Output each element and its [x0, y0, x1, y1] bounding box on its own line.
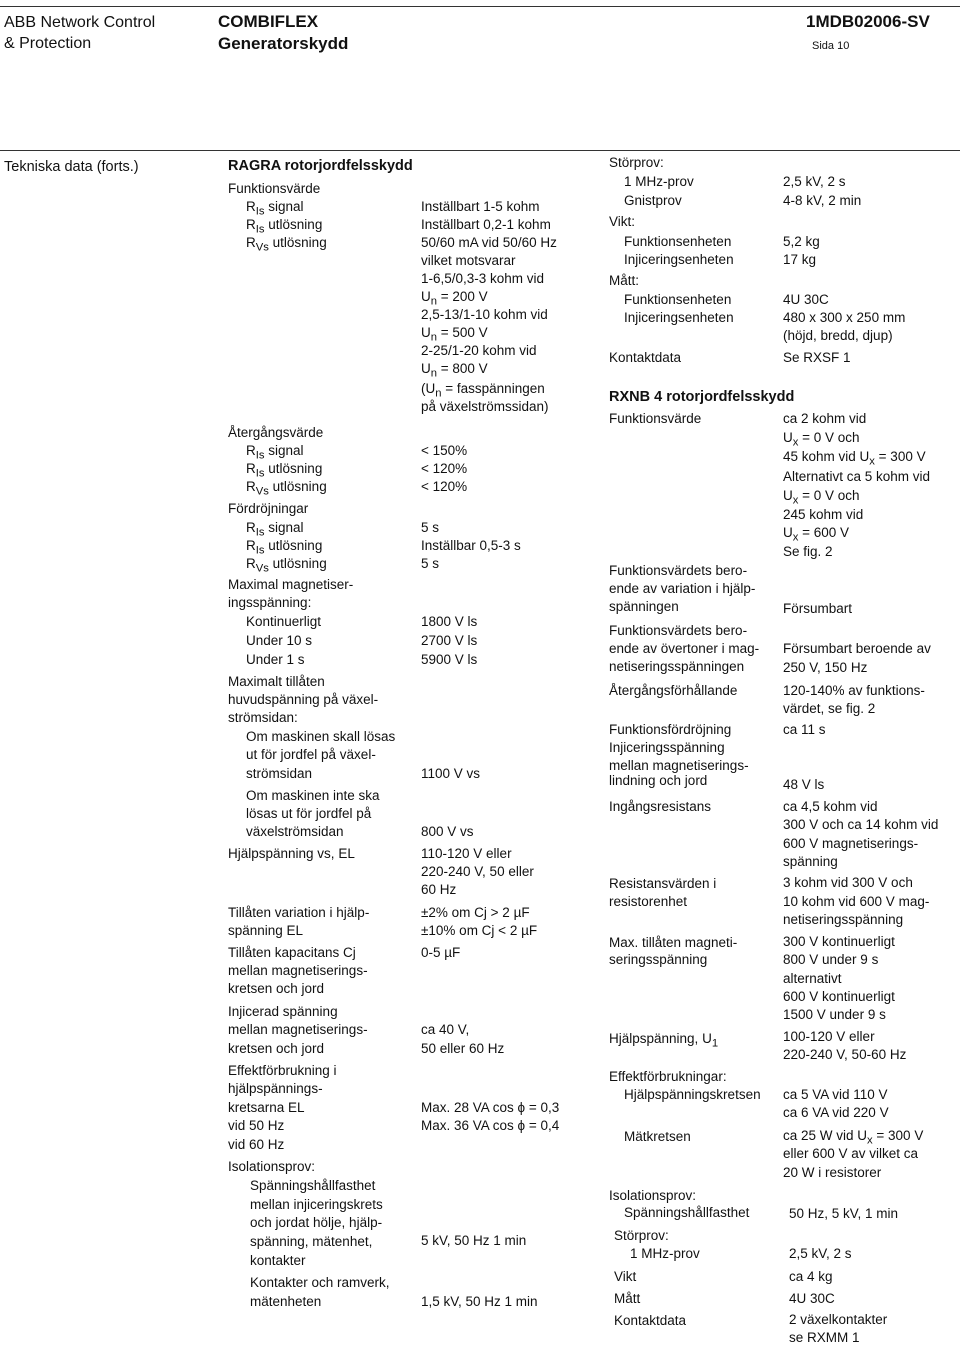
- r-letter: R: [246, 443, 256, 458]
- value-eff-50: Max. 28 VA cos ϕ = 0,3: [421, 1100, 560, 1115]
- maxmag-r-line1: Max. tillåten magneti-: [609, 935, 738, 950]
- mk1a: ca 25 W vid U: [783, 1128, 868, 1143]
- value-un-800: $U_n = 800$ V: [421, 361, 488, 380]
- tillaten-kap-line3: kretsen och jord: [228, 981, 325, 996]
- r-funk-matt-label: Funktionsenheten: [624, 292, 732, 307]
- ux-u: U: [783, 525, 793, 540]
- ux-u: U: [783, 430, 793, 445]
- sub-is: Is: [255, 223, 265, 236]
- ris-utlosning-text: utlösning: [268, 217, 323, 232]
- rxnb-mhz-label: 1 MHz-prov: [630, 1246, 700, 1261]
- value-hjalp-line3: 60 Hz: [421, 882, 457, 897]
- r-inj-matt-value1: 480 x 300 x 250 mm: [783, 310, 906, 325]
- r-funk-vikt-value: 5,2 kg: [783, 234, 820, 249]
- sub-n: n: [430, 331, 438, 344]
- value-eff-60: Max. 36 VA cos ϕ = 0,4: [421, 1118, 560, 1133]
- ingang-value4: spänning: [783, 854, 838, 869]
- hjalp-sub: 1: [711, 1037, 719, 1050]
- value-rvs-line10: på växelströmssidan): [421, 399, 549, 414]
- ingang-value2: 300 V och ca 14 kohm vid: [783, 817, 939, 832]
- aterg-value2: värdet, se fig. 2: [783, 701, 876, 716]
- injsp-line1: Injiceringsspänning: [609, 740, 725, 755]
- value-inj-line2: 50 eller 60 Hz: [421, 1041, 505, 1056]
- ragra-title: [228, 157, 413, 175]
- hjalpkrets-label: Hjälpspänningskretsen: [624, 1087, 761, 1102]
- page-number: Sida 10: [812, 40, 850, 52]
- r-funk-matt-value: 4U 30C: [783, 292, 829, 307]
- res-line1: Resistansvärden i: [609, 876, 717, 891]
- rxnb-spann-value: 50 Hz, 5 kV, 1 min: [789, 1206, 899, 1221]
- value-at-rvs-utl: < 120%: [421, 479, 468, 494]
- spann-line1: Spänningshållfasthet: [250, 1178, 376, 1193]
- rxnb-vikt-label: Vikt: [614, 1269, 637, 1284]
- maxmag-line1: Maximal magnetiser-: [228, 577, 354, 592]
- effekt-line1: Effektförbrukning i: [228, 1063, 337, 1078]
- fvb-ov-value2: 250 V, 150 Hz: [783, 660, 868, 675]
- value-at-ris-utl: < 120%: [421, 461, 468, 476]
- fvb-aux-line2: ende av variation i hjälp-: [609, 581, 756, 596]
- r-matt-label: Mått:: [609, 273, 640, 288]
- ux-sub: x: [869, 455, 875, 468]
- ux-sub: x: [867, 1134, 873, 1147]
- hjalp-u1-value2: 220-240 V, 50-60 Hz: [783, 1047, 907, 1062]
- fdr-value: ca 11 s: [783, 722, 826, 737]
- res-value3: netiseringsspänning: [783, 912, 904, 927]
- rxnb-matt-value: 4U 30C: [789, 1291, 835, 1306]
- hjalpkrets-value1: ca 5 VA vid 110 V: [783, 1087, 888, 1102]
- om-inte-line1: Om maskinen inte ska: [246, 788, 380, 803]
- isolationsprov-label: Isolationsprov:: [228, 1159, 316, 1174]
- rxnb-fv-line8: Se fig. 2: [783, 544, 833, 559]
- sub-n: n: [435, 387, 442, 400]
- effekt-line3: kretsarna EL: [228, 1100, 305, 1115]
- rxnb-funktionsvarde-label: Funktionsvärde: [609, 411, 702, 426]
- r-funk-vikt-label: Funktionsenheten: [624, 234, 732, 249]
- un-fas-text: = fasspänningen: [441, 381, 545, 396]
- value-rvs-line3: 1-6,5/0,3-3 kohm vid: [421, 271, 545, 286]
- rxnb-fv-line1: ca 2 kohm vid: [783, 411, 867, 426]
- rxnb-kontaktdata-value2: se RXMM 1: [789, 1330, 860, 1345]
- value-spann: 5 kV, 50 Hz 1 min: [421, 1233, 527, 1248]
- om-inte-line3: växelströmsidan: [246, 824, 344, 839]
- om-skall-line1: Om maskinen skall lösas: [246, 729, 396, 744]
- value-rvs-line5: 2,5-13/1-10 kohm vid: [421, 307, 548, 322]
- fvb-aux-line1: Funktionsvärdets bero-: [609, 563, 748, 578]
- ragra-title-rest: rotorjordfelsskydd: [280, 158, 413, 174]
- value-kap: 0-5 µF: [421, 945, 461, 960]
- spann-line3: och jordat hölje, hjälp-: [250, 1215, 383, 1230]
- rxnb-title: RXNB 4 rotorjordfelsskydd: [609, 389, 795, 405]
- sub-vs: Vs: [255, 485, 269, 498]
- rxnb-mhz-value: 2,5 kV, 2 s: [789, 1246, 852, 1261]
- rxnb-storprov-label: Störprov:: [614, 1228, 669, 1243]
- r-letter: R: [246, 199, 256, 214]
- value-om-inte: 800 V vs: [421, 824, 474, 839]
- rvs-utlosning-label: [246, 234, 327, 257]
- ingang-value1: ca 4,5 kohm vid: [783, 799, 878, 814]
- maxhuv-line3: strömsidan:: [228, 710, 298, 725]
- res-value2: 10 kohm vid 600 V mag-: [783, 894, 930, 909]
- ragra-title-bold: RAGRA: [228, 158, 281, 174]
- under1-label: Under 1 s: [246, 652, 305, 667]
- injicerad-line2: mellan magnetiserings-: [228, 1022, 368, 1037]
- value-hjalp-line2: 220-240 V, 50 eller: [421, 864, 534, 879]
- un-800-text: = 800 V: [437, 361, 488, 376]
- value-kontakter: 1,5 kV, 50 Hz 1 min: [421, 1294, 538, 1309]
- company-name-line2: & Protection: [4, 35, 92, 52]
- matkrets-label: Mätkretsen: [624, 1129, 691, 1144]
- value-at-ris-signal: < 150%: [421, 443, 468, 458]
- value-kontinuerligt: 1800 V ls: [421, 614, 478, 629]
- r-inj-vikt-label: Injiceringsenheten: [624, 252, 734, 267]
- tillaten-var-line2: spänning EL: [228, 923, 304, 938]
- fvb-ov-value1: Försumbart beroende av: [783, 641, 931, 656]
- sub-is: Is: [255, 449, 265, 462]
- ux-sub: x: [792, 436, 799, 449]
- value-var-line1: ±2% om Cj > 2 µF: [421, 905, 530, 920]
- value-rvs-line2: vilket motsvarar: [421, 253, 516, 268]
- rxnb-fv-line4: Alternativt ca 5 kohm vid: [783, 469, 931, 484]
- r-letter: R: [246, 479, 256, 494]
- value-un-200: $U_n = 200$ V: [421, 289, 488, 308]
- effekt-r-label: Effektförbrukningar:: [609, 1069, 727, 1084]
- value-under1: 5900 V ls: [421, 652, 478, 667]
- r-letter: R: [246, 556, 256, 571]
- rxnb-isolationsprov-label: Isolationsprov:: [609, 1188, 697, 1203]
- r-mhz-label: 1 MHz-prov: [624, 174, 694, 189]
- fd-ris-utl-text: utlösning: [268, 538, 323, 553]
- kontinuerligt-label: Kontinuerligt: [246, 614, 322, 629]
- r-letter: R: [246, 461, 256, 476]
- value-om-skall: 1100 V vs: [421, 766, 481, 781]
- rvs-utlosning-text: utlösning: [272, 235, 327, 250]
- sub-is: Is: [255, 526, 265, 539]
- kontakter-line2: mätenheten: [250, 1294, 322, 1309]
- r-mhz-value: 2,5 kV, 2 s: [783, 174, 846, 189]
- rxnb-spann-label: Spänningshållfasthet: [624, 1205, 750, 1220]
- spann-line5: kontakter: [250, 1253, 306, 1268]
- fordrojningar-label: Fördröjningar: [228, 501, 309, 516]
- value-fd-ris-utl: Inställbar 0,5-3 s: [421, 538, 521, 553]
- aterg-label: Återgångsförhållande: [609, 683, 738, 698]
- r-kontaktdata-label: Kontaktdata: [609, 350, 682, 365]
- page-header: [0, 0, 960, 62]
- r-letter: R: [246, 217, 256, 232]
- funktionsvarde-label: Funktionsvärde: [228, 181, 321, 196]
- header-divider: [0, 150, 960, 151]
- fd-rvs-utl-text: utlösning: [272, 556, 327, 571]
- value-var-line2: ±10% om Cj < 2 µF: [421, 923, 538, 938]
- maxmag-r-value2: 800 V under 9 s: [783, 952, 879, 967]
- spann-line4: spänning, mätenhet,: [250, 1234, 373, 1249]
- rxnb-matt-label: Mått: [614, 1291, 641, 1306]
- om-inte-line2: lösas ut för jordfel på: [246, 806, 372, 821]
- value-un-500: $U_n = 500$ V: [421, 325, 488, 344]
- hjalpkrets-value2: ca 6 VA vid 220 V: [783, 1105, 889, 1120]
- fvb-ov-line1: Funktionsvärdets bero-: [609, 623, 748, 638]
- section-heading: Tekniska data (forts.): [4, 159, 139, 175]
- r-inj-matt-label: Injiceringsenheten: [624, 310, 734, 325]
- sub-is: Is: [255, 467, 265, 480]
- value-fd-ris-signal: 5 s: [421, 520, 440, 535]
- r-kontaktdata-value: Se RXSF 1: [783, 350, 851, 365]
- product-name: COMBIFLEX: [218, 12, 319, 31]
- document-number: 1MDB02006-SV: [806, 12, 930, 31]
- r-gnist-value: 4-8 kV, 2 min: [783, 193, 862, 208]
- sub-is: Is: [255, 205, 265, 218]
- fv3a: 45 kohm vid U: [783, 449, 870, 464]
- value-hjalp-line1: 110-120 V eller: [421, 846, 512, 861]
- injsp-value: 48 V ls: [783, 777, 825, 792]
- value-inj-line1: ca 40 V,: [421, 1022, 470, 1037]
- r-inj-vikt-value: 17 kg: [783, 252, 817, 267]
- fvb-aux-value: Försumbart: [783, 601, 853, 616]
- at-ris-utl-text: utlösning: [268, 461, 323, 476]
- sub-n: n: [430, 295, 438, 308]
- r-gnist-label: Gnistprov: [624, 193, 682, 208]
- aterg-value1: 120-140% av funktions-: [783, 683, 925, 698]
- fd-ris-signal-text: signal: [268, 520, 304, 535]
- om-skall-line3: strömsidan: [246, 766, 313, 781]
- r-letter: R: [246, 235, 256, 250]
- maxmag-r-value4: 600 V kontinuerligt: [783, 989, 895, 1004]
- effekt-line5: vid 60 Hz: [228, 1137, 285, 1152]
- at-ris-signal-text: signal: [268, 443, 304, 458]
- sub-vs: Vs: [255, 241, 269, 254]
- header-top-rule: [0, 6, 960, 7]
- om-skall-line2: ut för jordfel på växel-: [246, 747, 376, 762]
- rxnb-vikt-value: ca 4 kg: [789, 1269, 833, 1284]
- maxmag-r-value3: alternativt: [783, 971, 842, 986]
- ux-u: U: [783, 488, 793, 503]
- value-ris-signal: Inställbart 1-5 kohm: [421, 199, 540, 214]
- r-letter: R: [246, 520, 256, 535]
- ux-sub: x: [792, 531, 799, 544]
- sub-is: Is: [255, 544, 265, 557]
- rxnb-kontaktdata-label: Kontaktdata: [614, 1313, 687, 1328]
- tillaten-kap-line1: Tillåten kapacitans Cj: [228, 945, 356, 960]
- sub-vs: Vs: [255, 562, 269, 575]
- un-500-text: = 500 V: [437, 325, 488, 340]
- mk1b: = 300 V: [872, 1128, 924, 1143]
- maxmag-r-line2: seringsspänning: [609, 952, 708, 967]
- r-inj-matt-value2: (höjd, bredd, djup): [783, 328, 893, 343]
- maxhuv-line2: huvudspänning på växel-: [228, 692, 379, 707]
- r-vikt-label: Vikt:: [609, 214, 636, 229]
- matkrets-value3: 20 W i resistorer: [783, 1165, 882, 1180]
- under10-label: Under 10 s: [246, 633, 313, 648]
- effekt-line4: vid 50 Hz: [228, 1118, 285, 1133]
- fvb-aux-line3: spänningen: [609, 599, 679, 614]
- hjalp-u1-label: [609, 1030, 718, 1053]
- value-rvs-line1: 50/60 mA vid 50/60 Hz: [421, 235, 557, 250]
- injicerad-line1: Injicerad spänning: [228, 1004, 338, 1019]
- at-rvs-utl-text: utlösning: [272, 479, 327, 494]
- fvb-ov-line3: netiseringsspänningen: [609, 659, 745, 674]
- res-line2: resistorenhet: [609, 894, 688, 909]
- effekt-line2: hjälpspännings-: [228, 1081, 323, 1096]
- ingang-label: Ingångsresistans: [609, 799, 712, 814]
- injsp-line3: lindning och jord: [609, 773, 708, 788]
- matkrets-value2: eller 600 V av vilket ca: [783, 1146, 919, 1161]
- maxmag-r-value1: 300 V kontinuerligt: [783, 934, 895, 949]
- ux-eq600: = 600 V: [798, 525, 850, 540]
- ux-sub: x: [792, 494, 799, 507]
- hjalp-vs-label: Hjälpspänning vs, EL: [228, 846, 355, 861]
- kontakter-line1: Kontakter och ramverk,: [250, 1275, 390, 1290]
- r-storprov-label: Störprov:: [609, 155, 664, 170]
- maxhuv-line1: Maximalt tillåten: [228, 674, 325, 689]
- fvb-ov-line2: ende av övertoner i mag-: [609, 641, 760, 656]
- ingang-value3: 600 V magnetiserings-: [783, 836, 919, 851]
- sub-n: n: [430, 367, 438, 380]
- tillaten-var-line1: Tillåten variation i hjälp-: [228, 905, 370, 920]
- maxmag-r-value5: 1500 V under 9 s: [783, 1007, 886, 1022]
- hjalp-u1-value1: 100-120 V eller: [783, 1029, 875, 1044]
- rxnb-fv-line6: 245 kohm vid: [783, 507, 864, 522]
- r-letter: R: [246, 538, 256, 553]
- rxnb-kontaktdata-value1: 2 växelkontakter: [789, 1312, 888, 1327]
- ux-eq0: = 0 V och: [798, 430, 860, 445]
- value-under10: 2700 V ls: [421, 633, 478, 648]
- injsp-line2: mellan magnetiserings-: [609, 758, 749, 773]
- injicerad-line3: kretsen och jord: [228, 1041, 325, 1056]
- spann-line2: mellan injiceringskrets: [250, 1197, 383, 1212]
- tillaten-kap-line2: mellan magnetiserings-: [228, 963, 368, 978]
- value-rvs-line7: 2-25/1-20 kohm vid: [421, 343, 537, 358]
- product-subtitle: Generatorskydd: [218, 34, 349, 53]
- res-value1: 3 kohm vid 300 V och: [783, 875, 913, 890]
- at-rvs-utl-label: [246, 478, 327, 501]
- value-ris-utlosning: Inställbart 0,2-1 kohm: [421, 217, 551, 232]
- un-200-text: = 200 V: [437, 289, 488, 304]
- company-name-line1: ABB Network Control: [4, 14, 156, 31]
- un-paren: (U: [421, 381, 436, 396]
- fdr-label: Funktionsfördröjning: [609, 722, 732, 737]
- fv3b: = 300 V: [874, 449, 926, 464]
- fd-rvs-utl-label: [246, 555, 327, 578]
- atergangsvarde-label: Återgångsvärde: [228, 425, 324, 440]
- hjalp-text: Hjälpspänning, U: [609, 1031, 712, 1046]
- maxmag-line2: ingsspänning:: [228, 595, 312, 610]
- ris-signal-text: signal: [268, 199, 304, 214]
- value-fd-rvs-utl: 5 s: [421, 556, 440, 571]
- ux-eq0: = 0 V och: [798, 488, 860, 503]
